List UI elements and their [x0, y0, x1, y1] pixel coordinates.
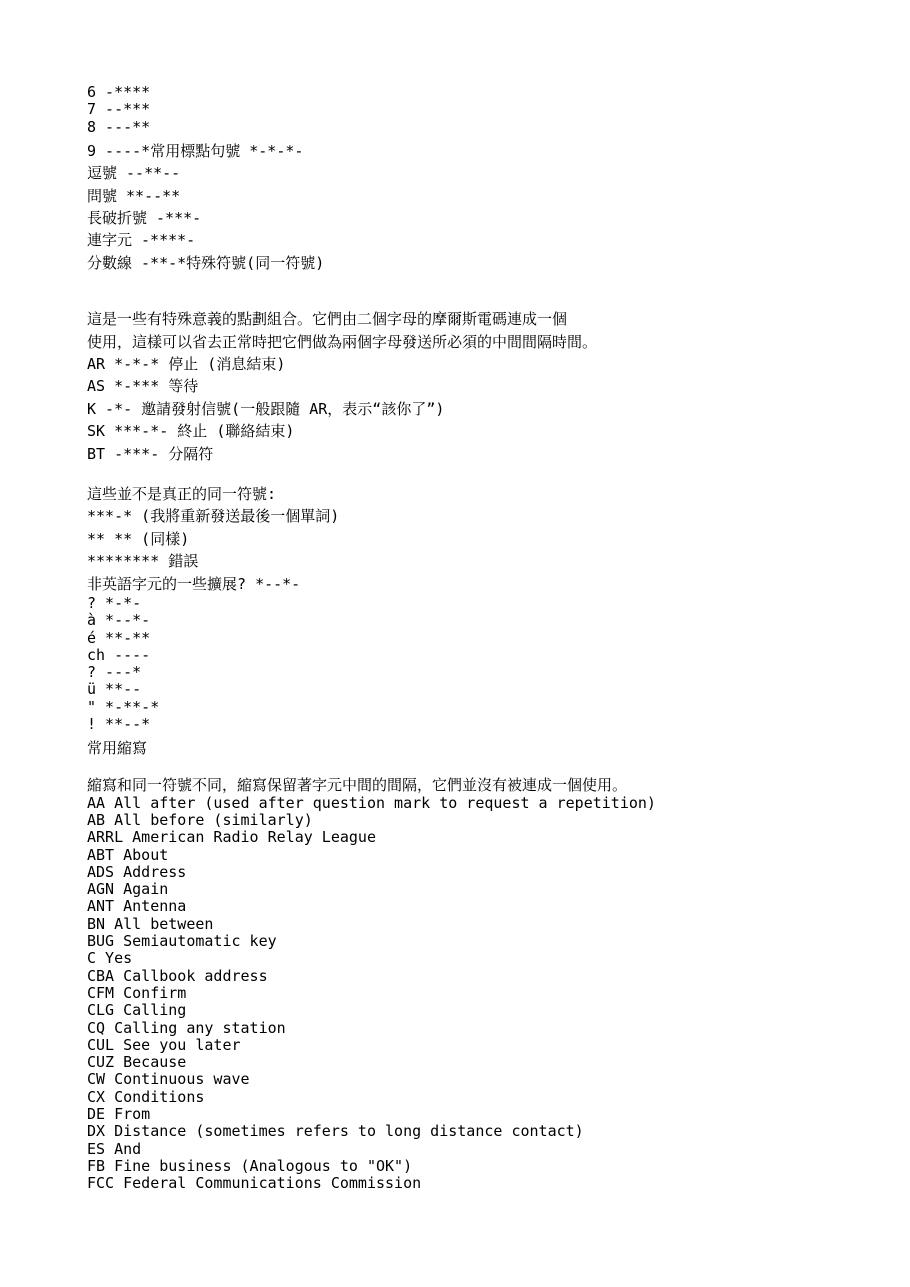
abbreviation-line: CUZ Because — [87, 1053, 187, 1072]
abbreviation-line: FCC Federal Communications Commission — [87, 1174, 422, 1193]
not-prosigns-title: 這些並不是真正的同一符號: — [87, 484, 277, 503]
not-prosign-line: ***-* (我將重新發送最後一個單詞) — [87, 507, 340, 526]
paragraph-line: 這是一些有特殊意義的點劃組合。它們由二個字母的摩爾斯電碼連成一個 — [87, 310, 568, 329]
extension-line: ü **-- — [87, 680, 142, 699]
punctuation-line: 逗號 --**-- — [87, 164, 181, 183]
extension-line: à *--*- — [87, 611, 151, 630]
prosign-line: AS *-*** 等待 — [87, 377, 199, 396]
not-prosign-line: ******** 錯誤 — [87, 552, 199, 571]
abbreviation-line: ES And — [87, 1139, 142, 1158]
prosign-line: SK ***-*- 終止 (聯絡結束) — [87, 422, 295, 441]
abbreviation-line: CW Continuous wave — [87, 1070, 250, 1089]
abbreviation-line: BUG Semiautomatic key — [87, 932, 277, 951]
prosigns-intro — [87, 308, 890, 353]
extension-line: é **-** — [87, 628, 151, 647]
abbreviation-line: BN All between — [87, 914, 214, 933]
extension-line: " *-**-* — [87, 697, 160, 716]
prosign-line: K -*- 邀請發射信號(一般跟隨 AR，表示“該你了”) — [87, 399, 445, 418]
abbreviation-line: FB Fine business (Analogous to "OK") — [87, 1156, 413, 1175]
extension-line: ch ---- — [87, 645, 151, 664]
extensions-list — [87, 595, 890, 733]
abbreviation-line: C Yes — [87, 949, 133, 968]
punctuation-line: 長破折號 -***- — [87, 209, 202, 228]
abbreviation-line: AB All before (similarly) — [87, 810, 313, 829]
not-prosigns-list — [87, 505, 890, 572]
abbreviation-line: DE From — [87, 1105, 151, 1124]
paragraph-line: 使用，這樣可以省去正常時把它們做為兩個字母發送所必須的中間間隔時間。 — [87, 332, 598, 351]
punctuation-line: 分數線 -**-*特殊符號(同一符號) — [87, 253, 325, 272]
punctuation-line: 問號 **--** — [87, 186, 181, 205]
abbreviation-line: ARRL American Radio Relay League — [87, 828, 376, 847]
abbreviation-line: CX Conditions — [87, 1087, 205, 1106]
extension-line: ? ---* — [87, 663, 142, 682]
abbreviation-line: CUL See you later — [87, 1035, 241, 1054]
abbreviation-line: CLG Calling — [87, 1001, 187, 1020]
document-page — [87, 84, 890, 1193]
abbreviations-list — [87, 795, 890, 1193]
digit-codes — [87, 84, 890, 136]
abbreviation-line: CBA Callbook address — [87, 966, 268, 985]
abbreviation-line: AA All after (used after question mark to request a repetition) — [87, 793, 656, 812]
digit-code-line: 7 --*** — [87, 100, 151, 119]
abbreviation-line: CQ Calling any station — [87, 1018, 286, 1037]
not-prosign-line: ** ** (同樣) — [87, 529, 190, 548]
abbreviation-line: CFM Confirm — [87, 983, 187, 1002]
punctuation-header: 9 ----*常用標點句號 *-*-*- — [87, 141, 304, 160]
spacer — [87, 274, 890, 308]
spacer — [87, 465, 890, 483]
abbreviation-line: ANT Antenna — [87, 897, 187, 916]
digit-code-line: 8 ---** — [87, 117, 151, 136]
abbreviation-line: AGN Again — [87, 880, 169, 899]
abbreviations-note: 縮寫和同一符號不同，縮寫保留著字元中間的間隔，它們並沒有被連成一個使用。 — [87, 775, 628, 794]
prosign-line: BT -***- 分隔符 — [87, 444, 214, 463]
prosign-line: AR *-*-* 停止 (消息結束) — [87, 355, 286, 374]
abbreviation-line: ABT About — [87, 845, 169, 864]
punctuation-line: 連字元 -****- — [87, 231, 196, 250]
digit-code-line: 6 -**** — [87, 83, 151, 101]
spacer — [87, 760, 890, 776]
punctuation-codes — [87, 162, 890, 274]
abbreviation-line: ADS Address — [87, 862, 187, 881]
abbreviation-line: DX Distance (sometimes refers to long distance contact) — [87, 1122, 584, 1141]
extension-line: ? *-*- — [87, 593, 142, 612]
extensions-title: 非英語字元的一些擴展? *--*- — [87, 574, 301, 593]
abbreviations-title: 常用縮寫 — [87, 739, 148, 758]
prosigns-list — [87, 353, 890, 465]
extension-line: ! **--* — [87, 715, 151, 733]
